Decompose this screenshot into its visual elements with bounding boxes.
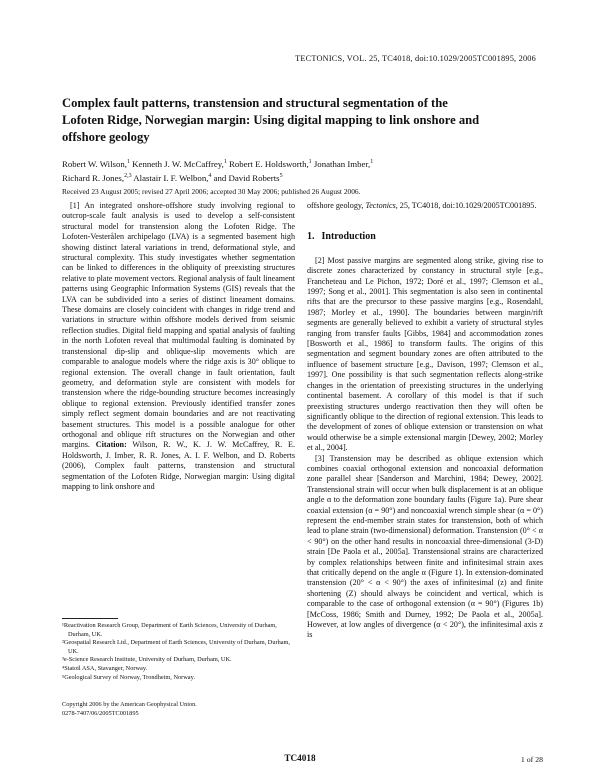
- article-title: Complex fault patterns, transtension and structural segmentation of the Lofoten Ridge, Norwegian margin: Using digital mapping to link onshore and offshore geology: [62, 96, 480, 144]
- publication-dates: Received 23 August 2005; revised 27 April 2006; accepted 30 May 2006; published 26 August 2006.: [62, 187, 361, 196]
- footnote: ²Geospatial Research Ltd., Department of Earth Sciences, University of Durham, Durham, UK.: [62, 639, 290, 655]
- footer-page-number: 1 of 28: [520, 755, 543, 764]
- abstract: [62, 201, 295, 492]
- citation-continued: offshore geology, Tectonics, 25, TC4018, doi:10.1029/2005TC001895.: [307, 201, 537, 210]
- footer-article-code: TC4018: [284, 753, 316, 763]
- left-column: [62, 201, 295, 492]
- footnote: ⁴Statoil ASA, Stavanger, Norway.: [62, 664, 148, 672]
- author-list: [62, 156, 542, 185]
- paragraph-3: [307, 454, 543, 641]
- authors-line-1: Robert W. Wilson,$^1$ Kenneth J. W. McCaffrey,$^1$ Robert E. Holdsworth,$^1$ Jonathan Imber,$^1$: [62, 158, 374, 169]
- running-header: TECTONICS, VOL. 25, TC4018, doi:10.1029/2005TC001895, 2006: [295, 54, 536, 63]
- footnote: ³e-Science Research Institute, University of Durham, Durham, UK.: [62, 656, 232, 664]
- paragraph-2: [307, 256, 543, 454]
- abstract-text: An integrated onshore-offshore study involving regional to outcrop-scale fault analysis is used to develop a self-consistent structural model for transtension along the Lofoten Ridge. The Lofoten-Vesterålen archipelago (LVA) is a segmented basement high showing distinct lateral variations in trend, deformational style, and structural complexity. This study investigates whether segmentation can be linked to differences in the obliquity of preexisting structures relative to plate movement vectors. Regional analysis of fault lineament patterns using Geographic Information Systems (GIS) reveals that the LVA can be subdivided into a series of distinct lineament domains. These domains are closely coincident with changes in ridge trend and variations in structure within offshore models derived from seismic reflection studies. Digital field mapping and spatial analysis of faulting in the north Lofoten reveal that multimodal faulting is dominated by transtensional dip-slip and oblique-slip movements which are comparable to analogue models where the ridge axis is 30° oblique to regional extension. The overall change in fault orientation, fault geometry, and deformation style are consistent with models for transtension where the ridge-bounding structure becomes increasingly oblique to regional extension. Previously identified transfer zones simply reflect segment domain boundaries and are not reactivating basement structures. This model is a possible analogue for other orthogonal and oblique rift structures on the Norwegian and other margins.: [62, 201, 295, 450]
- affiliation-footnotes: [62, 622, 295, 682]
- right-column: [307, 201, 543, 641]
- paragraph-number: [1]: [70, 201, 80, 210]
- paragraph-number: [3]: [315, 453, 325, 463]
- authors-line-2: Richard R. Jones,$^{2,3}$ Alastair I. F. Welbon,$^4$ and David Roberts$^5$: [62, 173, 283, 184]
- copyright-notice: Copyright 2006 by the American Geophysical Union. 0278-7407/06/2005TC001895: [62, 701, 197, 717]
- footnote: ⁵Geological Survey of Norway, Trondheim, Norway.: [62, 673, 195, 681]
- footnote: ¹Reactivation Research Group, Department of Earth Sciences, University of Durham, Durham, UK.: [62, 622, 277, 638]
- paragraph-number: [2]: [315, 255, 325, 265]
- footnote-divider: [62, 618, 118, 619]
- paragraph-text: Most passive margins are segmented along strike, giving rise to discrete zones characterized by constancy in structural style [e.g., Francheteau and Le Pichon, 1972; Doré et al., 1997; Clemson et al., 1997; Song et al., 2001]. This segmentation is also seen in continental rifts that are the precursor to these passive margins [e.g., Rosendahl, 1987; Morley et al., 1990]. The boundaries between margin/rift segments are generally believed to exhibit a variety of structural styles ranging from transfer faults [Gibbs, 1984] and accommodation zones [Bosworth et al., 1986] to transform faults. The origins of this segmentation and segment boundary zones are often attributed to the influence of basement structure [e.g., Davison, 1997; Clemson et al., 1997]. One possibility is that such segmentation reflects along-strike changes in the orientation of preexisting structures in the underlying continental basement. A corollary of this model is that if such preexisting structures undergo reactivation then they will often be significantly oblique to the direction of regional extension. This leads to the development of zones of oblique extension or transtension on what would otherwise be a simple extensional margin [Dewey, 2002; Morley et al., 2004].: [307, 255, 543, 453]
- paragraph-text: Transtension may be described as oblique extension which combines coaxial orthogonal extension and noncoaxial deformation zone parallel shear [Sanderson and Marchini, 1984; Dewey, 2002]. Transtensional strain will occur when bulk displacement is at an oblique angle α to the deformation zone boundary faults (Figure 1a). Pure shear coaxial extension (α = 90°) and noncoaxial wrench simple shear (α = 0°) represent the end-member strain states for transtension, both of which lead to plane strain (two-dimensional) deformation. Transtension (0° < α < 90°) on the other hand results in noncoaxial three-dimensional (3-D) strain [De Paola et al., 2005a]. Transtensional strains are characterized by complex relationships between finite and infinitesimal strain axes that critically depend on the angle α (Figure 1). In extension-dominated transtension (20° < α < 90°) the axes of infinitesimal (z) and finite shortening (Z) should always be coincident and vertical, which is comparable to the case of orthogonal extension (α = 90°) (Figures 1b) [McCoss, 1986; Smith and Durney, 1992; De Paola et al., 2005a]. However, at low angles of divergence (α < 20°), the infinitesimal axis z is: [307, 453, 543, 640]
- citation-label: Citation:: [95, 440, 127, 450]
- citation-text: Wilson, R. W., K. J. W. McCaffrey, R. E. Holdsworth, J. Imber, R. R. Jones, A. I. F. Welbon, and D. Roberts (2006), Complex fault patterns, transtension and structural segmentation of the Lofoten Ridge, Norwegian margin: Using digital mapping to link onshore and: [62, 440, 295, 491]
- section-heading-introduction: 1. Introduction: [307, 231, 376, 243]
